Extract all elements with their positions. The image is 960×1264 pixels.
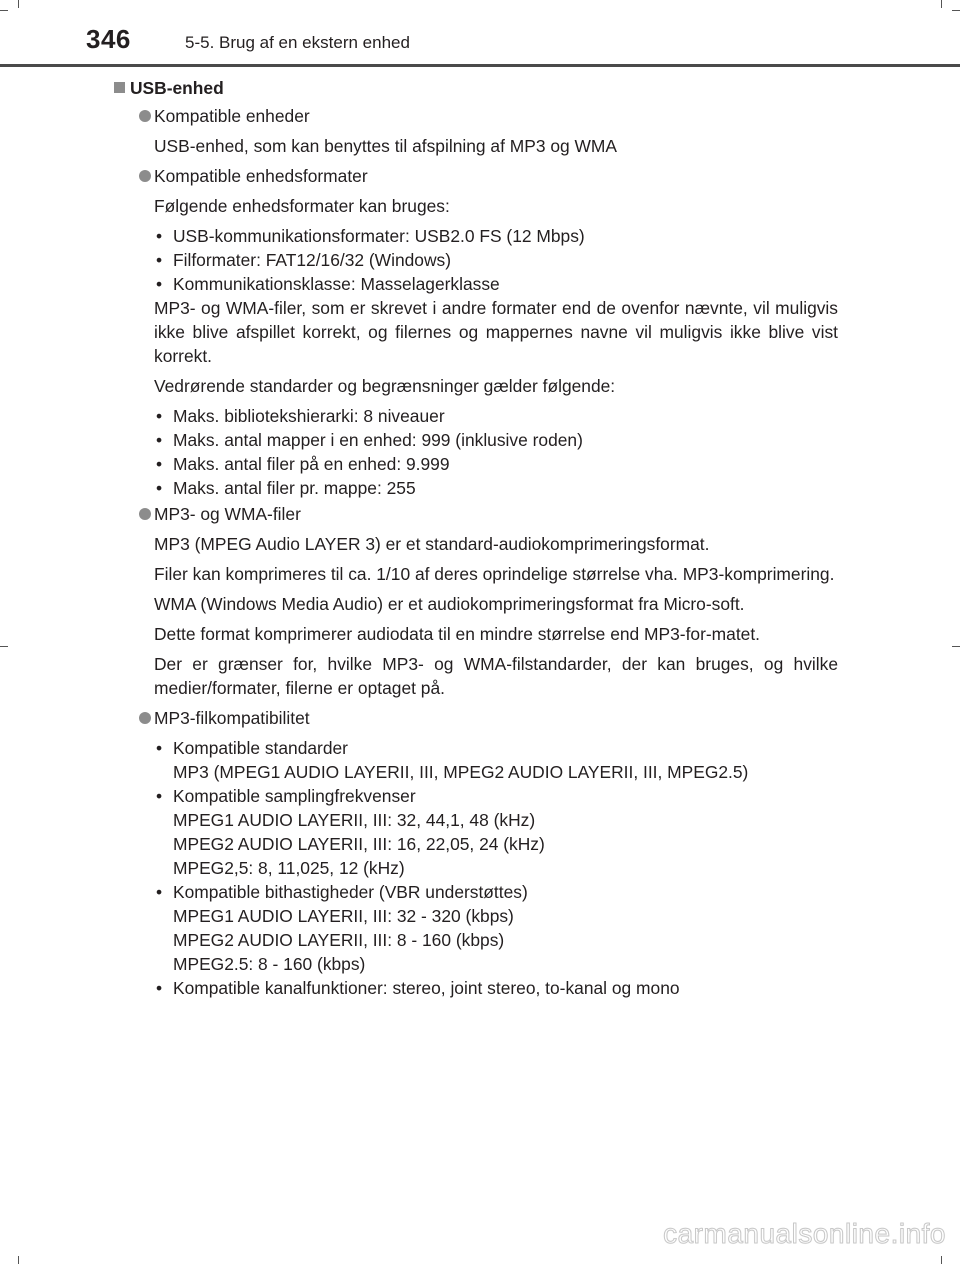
- subheading-compatible-devices: [112, 104, 838, 128]
- limits-list: [112, 404, 838, 500]
- paragraph: Vedrørende standarder og begrænsninger gælder følgende:: [154, 376, 616, 396]
- header-rule: [0, 64, 960, 67]
- list-item: • Maks. antal filer pr. mappe: 255: [154, 476, 838, 500]
- paragraph: Filer kan komprimeres til ca. 1/10 af deres oprindelige størrelse vha. MP3-komprimering.: [154, 564, 835, 584]
- circle-bullet-icon: [139, 712, 151, 724]
- chapter-title: 5-5. Brug af en ekstern enhed: [185, 33, 410, 52]
- item-detail: MPEG1 AUDIO LAYERII, III: 32, 44,1, 48 (kHz): [173, 810, 536, 830]
- list-item: [154, 880, 838, 976]
- subheading-mp3-compat: [112, 706, 838, 730]
- paragraph: MP3 (MPEG Audio LAYER 3) er et standard-audiokomprimeringsformat.: [154, 534, 710, 554]
- crop-mark: [0, 646, 8, 647]
- item-label: • Kompatible bithastigheder (VBR understøttes): [173, 882, 528, 902]
- item-detail: MPEG2 AUDIO LAYERII, III: 8 - 160 (kbps): [173, 930, 505, 950]
- list-item: • USB-kommunikationsformater: USB2.0 FS (12 Mbps): [154, 224, 838, 248]
- subheading-text: Kompatible enheder: [154, 106, 310, 126]
- format-list: [112, 224, 838, 296]
- page-number: 346: [86, 24, 131, 54]
- item-detail: MP3 (MPEG1 AUDIO LAYERII, III, MPEG2 AUDIO LAYERII, III, MPEG2.5): [173, 762, 749, 782]
- paragraph: USB-enhed, som kan benyttes til afspilning af MP3 og WMA: [154, 136, 618, 156]
- crop-mark: [0, 10, 8, 11]
- list-item: • Maks. antal mapper i en enhed: 999 (inklusive roden): [154, 428, 838, 452]
- item-detail: MPEG1 AUDIO LAYERII, III: 32 - 320 (kbps): [173, 906, 514, 926]
- compat-list: [112, 736, 838, 1000]
- crop-mark: [952, 10, 960, 11]
- paragraph: Der er grænser for, hvilke MP3- og WMA-filstandarder, der kan bruges, og hvilke medier/formater, filerne er optaget på.: [154, 654, 838, 698]
- item-label: • Kompatible kanalfunktioner: stereo, joint stereo, to-kanal og mono: [173, 978, 680, 998]
- crop-mark: [941, 1256, 942, 1264]
- item-detail: MPEG2.5: 8 - 160 (kbps): [173, 954, 366, 974]
- section-title: [112, 76, 838, 100]
- subheading-mp3-wma-files: [112, 502, 838, 526]
- crop-mark: [941, 0, 942, 8]
- crop-mark: [952, 646, 960, 647]
- list-item: [154, 784, 838, 880]
- subheading-text: MP3-filkompatibilitet: [154, 708, 310, 728]
- list-item: • Maks. antal filer på en enhed: 9.999: [154, 452, 838, 476]
- list-item: • Maks. bibliotekshierarki: 8 niveauer: [154, 404, 838, 428]
- paragraph: WMA (Windows Media Audio) er et audiokomprimeringsformat fra Micro-soft.: [154, 594, 745, 614]
- section-title-text: USB-enhed: [130, 78, 224, 98]
- watermark: carmanualsonline.info: [663, 1218, 946, 1249]
- circle-bullet-icon: [139, 508, 151, 520]
- item-label: • Kompatible standarder: [173, 738, 348, 758]
- crop-mark: [18, 1256, 19, 1264]
- paragraph: Dette format komprimerer audiodata til en mindre størrelse end MP3-for-matet.: [154, 624, 760, 644]
- crop-mark: [18, 0, 19, 8]
- item-detail: MPEG2 AUDIO LAYERII, III: 16, 22,05, 24 (kHz): [173, 834, 545, 854]
- item-detail: MPEG2,5: 8, 11,025, 12 (kHz): [173, 858, 405, 878]
- circle-bullet-icon: [139, 110, 151, 122]
- paragraph: Følgende enhedsformater kan bruges:: [154, 196, 450, 216]
- list-item: • Kommunikationsklasse: Masselagerklasse: [154, 272, 838, 296]
- circle-bullet-icon: [139, 170, 151, 182]
- list-item: • Filformater: FAT12/16/32 (Windows): [154, 248, 838, 272]
- square-bullet-icon: [114, 82, 125, 93]
- page-content: [112, 76, 838, 1000]
- paragraph: MP3- og WMA-filer, som er skrevet i andre formater end de ovenfor nævnte, vil muligvis ikke blive afspillet korrekt, og filernes og mappernes navne vil muligvis ikke blive vist korrekt.: [154, 298, 838, 366]
- subheading-text: Kompatible enhedsformater: [154, 166, 368, 186]
- subheading-text: MP3- og WMA-filer: [154, 504, 301, 524]
- list-item: [154, 976, 838, 1000]
- list-item: [154, 736, 838, 784]
- subheading-device-formats: [112, 164, 838, 188]
- item-label: • Kompatible samplingfrekvenser: [173, 786, 416, 806]
